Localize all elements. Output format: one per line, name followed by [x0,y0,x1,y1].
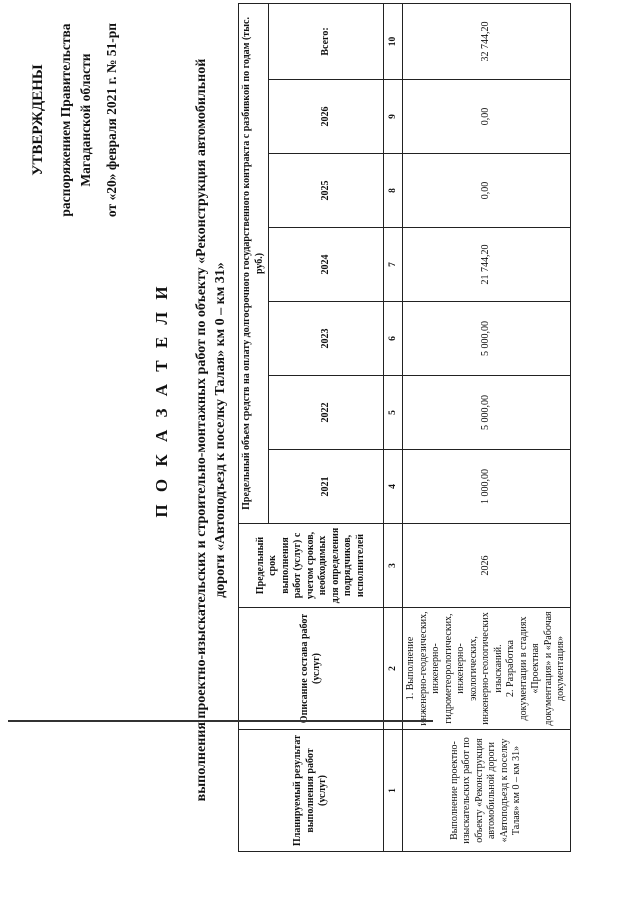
description-item-2: 2. Разработка документации в стадиях «Проектная документация» и «Рабочая документация» [505,611,566,726]
cell-planned-result: Выполнение проектно-изыскательских работ по объекту «Реконструкция автомобильной дороги «Автоподъезд к поселку Талая» км 0 – км 31» [403,730,571,852]
header-year-2021: 2021 [269,450,384,524]
approval-line-2: Магаданской области [78,53,93,187]
header-deadline: Предельный срок выполнения работ (услуг) с учетом сроков, необходимых для определения подрядчиков, исполнителей [239,524,384,608]
column-number: 10 [384,3,403,79]
approval-line-1: распоряжением Правительства [58,23,73,217]
column-number: 7 [384,228,403,302]
cell-deadline: 2026 [403,524,571,608]
approval-heading: УТВЕРЖДЕНЫ [30,64,46,176]
header-year-2024: 2024 [269,228,384,302]
column-number: 1 [384,730,403,852]
column-number: 5 [384,376,403,450]
column-number: 2 [384,608,403,730]
column-number: 8 [384,154,403,228]
cell-value-2025: 0,00 [403,154,571,228]
header-year-2026: 2026 [269,80,384,154]
header-year-2025: 2025 [269,154,384,228]
subtitle-line-1: выполнения проектно-изыскательских и строительно-монтажных работ по объекту «Реконструкция автомобильной [194,58,209,802]
header-total: Всего: [269,3,384,79]
column-number: 4 [384,450,403,524]
horizontal-divider [8,720,433,722]
header-year-2023: 2023 [269,302,384,376]
approval-stamp [28,10,122,230]
cell-description [403,608,571,730]
cell-value-2021: 1 000,00 [403,450,571,524]
cell-value-2024: 21 744,20 [403,228,571,302]
column-number: 3 [384,524,403,608]
header-volume-group: Предельный объем средств на оплату долгосрочного государственного контракта с разбивкой по годам (тыс. руб.) [239,3,269,523]
description-item-1: 1. Выполнение инженерно-геодезических, инженерно-гидрометеорологических, инженерно-экологических, инженерно-геологических изысканий. [405,611,504,726]
cell-value-total: 32 744,20 [403,3,571,79]
document-title: П О К А З А Т Е Л И [152,282,171,518]
table-row [403,3,571,851]
document-subtitle [192,30,230,830]
subtitle-line-2: дороги «Автоподъезд к поселку Талая» км 0 – км 31» [213,262,228,598]
cell-value-2023: 5 000,00 [403,302,571,376]
column-number-row [384,3,403,851]
cell-value-2022: 5 000,00 [403,376,571,450]
header-year-2022: 2022 [269,376,384,450]
indicators-table [238,3,571,852]
header-description: Описание состава работ (услуг) [239,608,384,730]
cell-value-2026: 0,00 [403,80,571,154]
approval-date: от «20» февраля 2021 г. № 51-рп [104,22,119,218]
header-planned-result: Планируемый результат выполнения работ (услуг) [239,730,384,852]
column-number: 6 [384,302,403,376]
column-number: 9 [384,80,403,154]
header-row-1 [239,3,269,851]
